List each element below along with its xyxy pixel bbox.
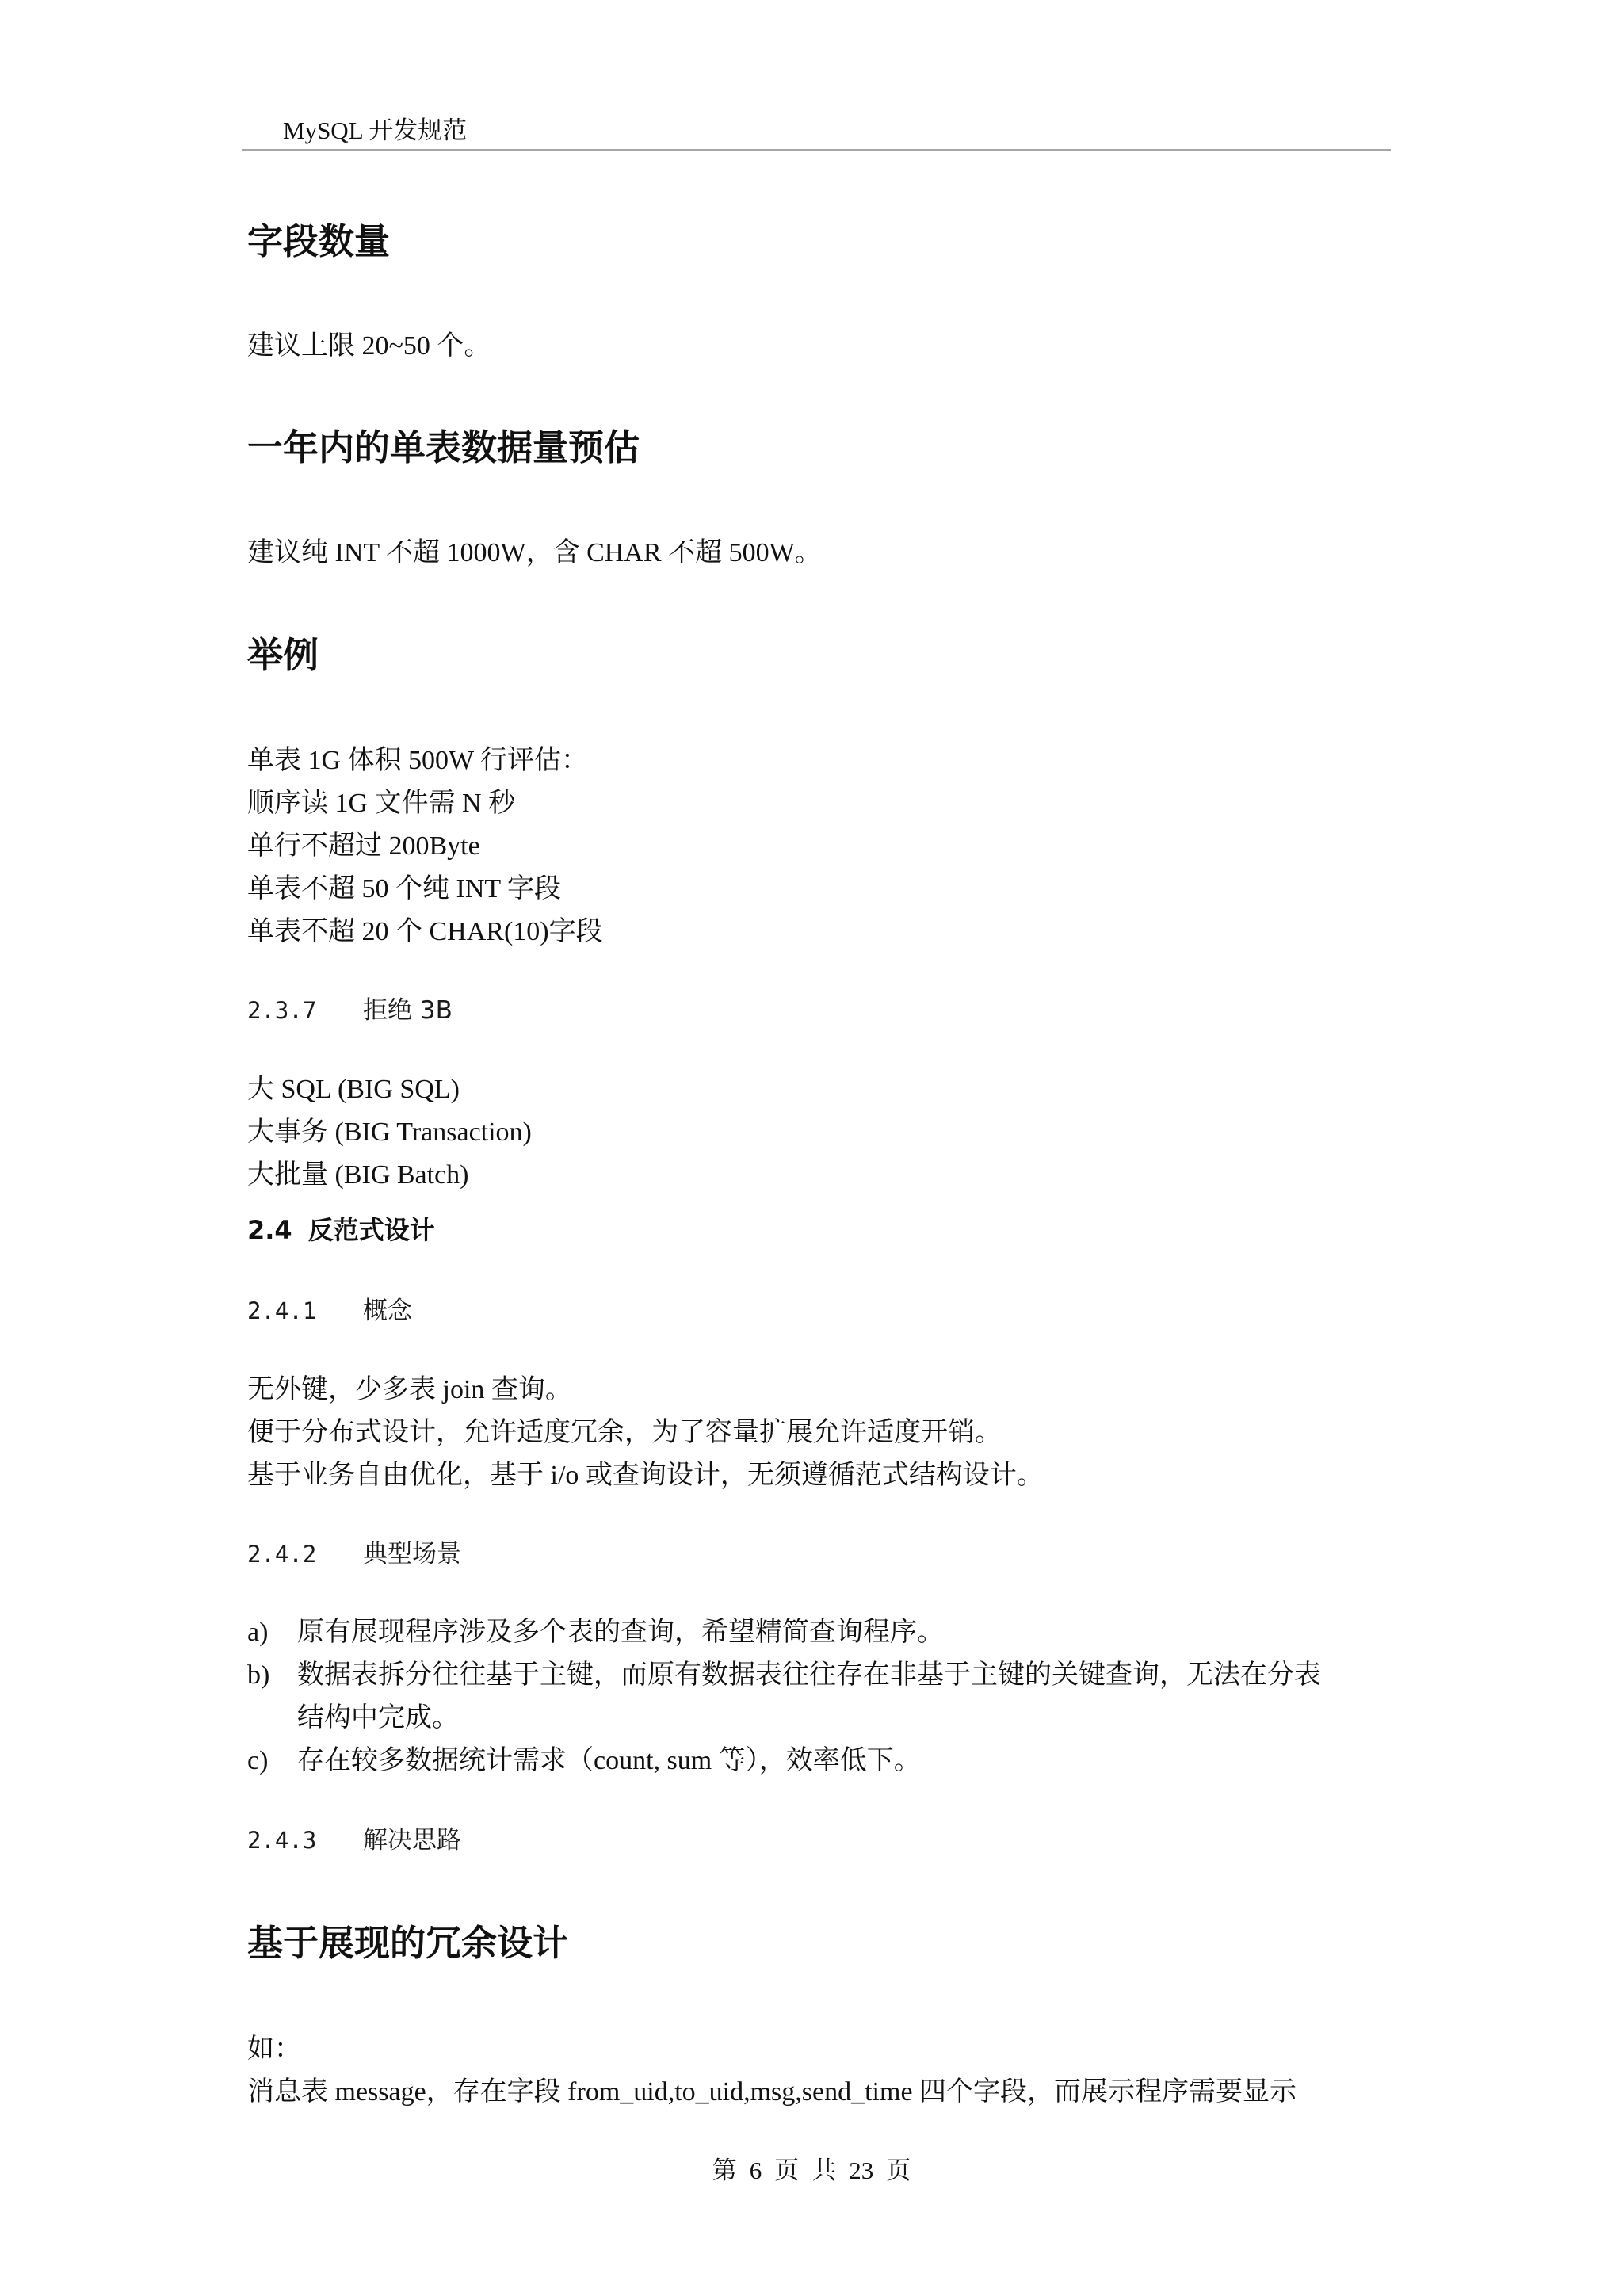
section-number: 2.4.3 [247, 1827, 317, 1854]
paragraph-volume-estimate: 建议纯 INT 不超 1000W，含 CHAR 不超 500W。 [247, 538, 822, 567]
footer-word: 页 [774, 2157, 800, 2184]
list-item-text: 存在较多数据统计需求（count, sum 等），效率低下。 [297, 1746, 921, 1775]
section-title: 反范式设计 [307, 1215, 435, 1245]
list-item-text: 数据表拆分往往基于主键，而原有数据表往往存在非基于主键的关键查询，无法在分表 [297, 1660, 1321, 1690]
example-line: 单表不超 20 个 CHAR(10)字段 [247, 917, 603, 946]
section-number: 2.4.2 [247, 1541, 317, 1568]
footer-word: 第 [712, 2157, 737, 2184]
section-2-3-7 [247, 994, 453, 1027]
footer-total-pages: 23 [849, 2157, 874, 2184]
footer-word: 页 [886, 2157, 911, 2184]
header-divider [242, 149, 1391, 151]
list-item-text: 原有展现程序涉及多个表的查询，希望精简查询程序。 [297, 1618, 944, 1647]
section-number: 2.4.1 [247, 1297, 317, 1324]
section-2-4 [247, 1213, 435, 1247]
paragraph-message-table: 消息表 message，存在字段 from_uid,to_uid,msg,send_time 四个字段，而展示程序需要显示 [247, 2077, 1297, 2107]
example-line: 单表不超 50 个纯 INT 字段 [247, 874, 562, 904]
section-title: 解决思路 [363, 1826, 461, 1855]
list-marker: a) [247, 1618, 269, 1647]
section-2-4-3 [247, 1824, 461, 1857]
running-header: MySQL 开发规范 [283, 117, 468, 144]
concept-line: 便于分布式设计，允许适度冗余，为了容量扩展允许适度开销。 [247, 1418, 1002, 1447]
example-line: 单表 1G 体积 500W 行评估： [247, 746, 589, 775]
section-number: 2.4 [247, 1215, 292, 1245]
heading-example: 举例 [247, 634, 319, 676]
concept-line: 无外键，少多表 join 查询。 [247, 1375, 572, 1404]
threeb-line: 大事务 (BIG Transaction) [247, 1117, 532, 1147]
example-line: 顺序读 1G 文件需 N 秒 [247, 789, 516, 818]
heading-redundant-design: 基于展现的冗余设计 [247, 1922, 569, 1964]
section-number: 2.3.7 [247, 997, 317, 1024]
page-footer [0, 2155, 1623, 2187]
footer-page-number: 6 [749, 2157, 762, 2184]
section-title: 典型场景 [363, 1540, 461, 1568]
paragraph-field-count: 建议上限 20~50 个。 [247, 331, 491, 361]
paragraph-example-intro: 如： [247, 2034, 301, 2064]
section-title: 拒绝 3B [363, 996, 453, 1025]
section-title: 概念 [363, 1297, 412, 1325]
section-2-4-1 [247, 1294, 412, 1328]
threeb-line: 大批量 (BIG Batch) [247, 1160, 469, 1190]
heading-volume-estimate: 一年内的单表数据量预估 [247, 426, 640, 468]
heading-field-count: 字段数量 [247, 220, 391, 262]
footer-word: 共 [812, 2157, 837, 2184]
threeb-line: 大 SQL (BIG SQL) [247, 1075, 460, 1104]
section-2-4-2 [247, 1538, 461, 1571]
list-marker: b) [247, 1660, 270, 1690]
example-line: 单行不超过 200Byte [247, 831, 480, 861]
list-marker: c) [247, 1746, 269, 1775]
concept-line: 基于业务自由优化，基于 i/o 或查询设计，无须遵循范式结构设计。 [247, 1461, 1044, 1490]
list-item-continuation: 结构中完成。 [297, 1703, 459, 1733]
